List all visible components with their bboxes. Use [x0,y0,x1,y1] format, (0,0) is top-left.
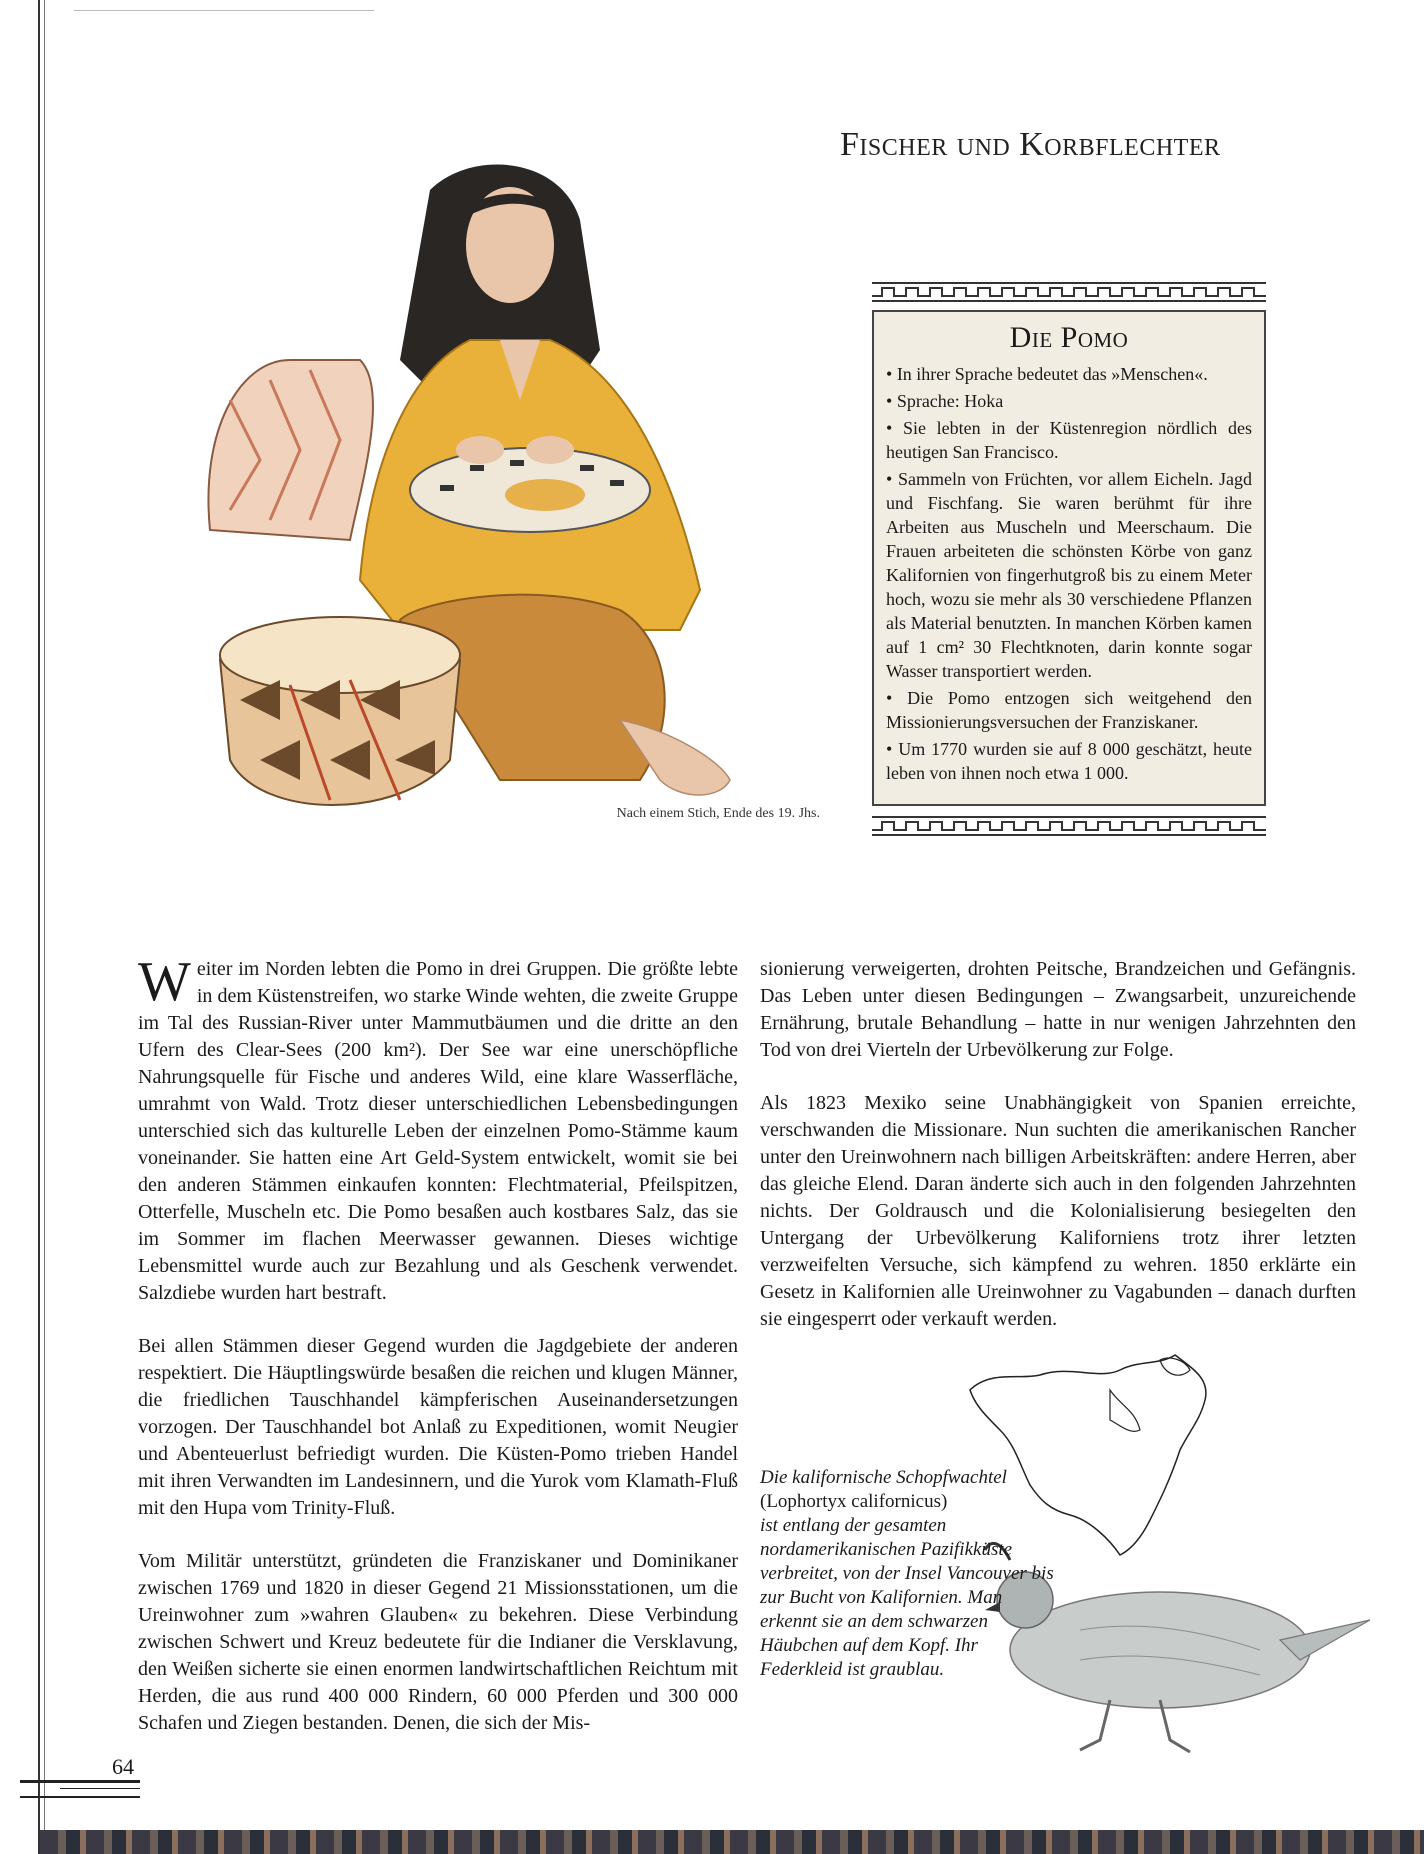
paragraph-2: Bei allen Stämmen dieser Gegend wurden die Jagdgebiete der anderen respektiert. Die Häuptlingswürde besaßen die reichen und klugen Männer, die friedlichen Tauschhandel kämpferischen Auseinandersetzungen vorzogen. Der Tauschhandel bot Anlaß zu Expeditionen, womit Neugier und Abenteuerlust befriedigt wurden. Die Küsten-Pomo trieben Handel mit ihren Verwandten im Landesinnern, und die Yurok vom Klamath-Fluß mit den Hupa vom Trinity-Fluß. [138,1335,738,1519]
bottom-strip [40,1830,1424,1854]
quail-caption [760,1466,1060,1682]
illustration-caption: Nach einem Stich, Ende des 19. Jhs. [616,806,820,821]
body-column-right [760,956,1356,1359]
info-item: • Sammeln von Früchten, vor allem Eicheln. Jagd und Fischfang. Sie waren berühmt für ihre Arbeiten aus Muscheln und Meerschaum. Die Frauen arbeiteten die schönsten Körbe von ganz Kalifornien von fingerhutgroß bis zu einem Meter hoch, wozu sie mehr als 30 verschiedene Pflanzen als Material benutzten. In manchen Körben kamen auf 1 cm² 30 Flechtknoten, darin konnte sogar Wasser transportiert werden. [886,467,1252,683]
page-number: 64 [112,1754,134,1779]
paragraph-5: Als 1823 Mexiko seine Unabhängigkeit von Spanien erreichte, verschwanden die Missionare. Nun suchten die amerikanischen Rancher unter den Ureinwohnern nach billigen Arbeitskräften: andere Herren, aber das gleiche Elend. Daran änderte sich auch in den folgenden Jahrzehnten nichts. Der Goldrausch und die Kolonialisierung besiegelten den Untergang der Urbevölkerung Kaliforniens trotz ihrer letzten verzweifelten Versuche, sich kämpfend zu wehren. 1850 erklärte ein Gesetz in Kalifornien alle Ureinwohner zu Vagabunden – danach durften sie eingesperrt oder verkauft werden. [760,1092,1356,1330]
info-item: • Sprache: Hoka [886,389,1252,413]
page-title: Fischer und Korbflechter [840,126,1221,163]
binding-line [38,0,40,1854]
quail-name: Die kalifornische Schopfwachtel [760,1467,1007,1488]
paragraph-3: Vom Militär unterstützt, gründeten die Franziskaner und Dominikaner zwischen 1769 und 1820 in dieser Gegend 21 Missionsstationen, um die Ureinwohner zum »wahren Glauben« zu bekehren. Diese Verbindung zwischen Schwert und Kreuz bedeutete für die Indianer die Versklavung, den Weißen sicherte sie einen enormen landwirtschaftlichen Reichtum mit Herden, die aus rund 400 000 Rindern, 60 000 Pferden und 300 000 Schafen und Ziegen bestanden. Denen, die sich der Mis- [138,1550,738,1734]
binding-line-inner [44,0,45,1854]
paragraph-4: sionierung verweigerten, drohten Peitsche, Brandzeichen und Gefängnis. Das Leben unter diesen Bedingungen – Zwangsarbeit, unzureichende Ernährung, brutale Behandlung – hatte in nur wenigen Jahrzehnten den Tod von drei Vierteln der Urbevölkerung zur Folge. [760,958,1356,1061]
paragraph-1-text: eiter im Norden lebten die Pomo in drei Gruppen. Die größte lebte in dem Küstenstreifen, wo starke Winde wehten, die zweite Gruppe im Tal des Russian-River unter Mammutbäumen und die dritte an den Ufern des Clear-Sees (200 km²). Der See war eine unerschöpfliche Nahrungsquelle für Fische und anderes Wild, eine klare Wasserfläche, umrahmt von Wald. Trotz dieser unterschiedlichen Lebensbedingungen unterschied sich das kulturelle Leben der einzelnen Pomo-Stämme kaum voneinander. Sie hatten eine Art Geld-System entwickelt, womit sie bei den anderen Stämmen einkaufen konnten: Flechtmaterial, Pfeilspitzen, Otterfelle, Muscheln etc. Die Pomo besaßen auch kostbares Salz, das sie im Sommer im flachen Meerwasser gewannen. Dieses wichtige Lebensmittel wurde auch zur Bezahlung und als Geschenk verwendet. Salzdiebe wurden hart bestraft. [138,958,738,1304]
page-number-rule [20,1796,140,1798]
quail-description: ist entlang der gesamten nordamerikanischen Pazifikküste verbreitet, von der Insel Vancouver bis zur Bucht von Kalifornien. Man erkennt sie an dem schwarzen Häubchen auf dem Kopf. Ihr Federkleid ist graublau. [760,1515,1054,1680]
info-box-pomo [872,310,1266,806]
quail-scientific-name: (Lophortyx californicus) [760,1491,948,1512]
dropcap: W [138,951,191,1013]
info-item: • Sie lebten in der Küstenregion nördlich des heutigen San Francisco. [886,416,1252,464]
info-item: • Die Pomo entzogen sich weitgehend den Missionierungsversuchen der Franziskaner. [886,686,1252,734]
paragraph-1 [138,951,738,1307]
top-rule [74,10,374,11]
body-column-left [138,951,738,1763]
meander-border-top [872,282,1266,302]
pomo-woman-illustration [200,160,840,870]
meander-border-bottom [872,816,1266,836]
info-box-title: Die Pomo [1009,321,1129,354]
info-list [886,362,1252,785]
info-item: • In ihrer Sprache bedeutet das »Menschen«. [886,362,1252,386]
page-number-rule [20,1780,140,1783]
info-item: • Um 1770 wurden sie auf 8 000 geschätzt, heute leben von ihnen noch etwa 1 000. [886,737,1252,785]
page-number-rule [60,1788,140,1789]
